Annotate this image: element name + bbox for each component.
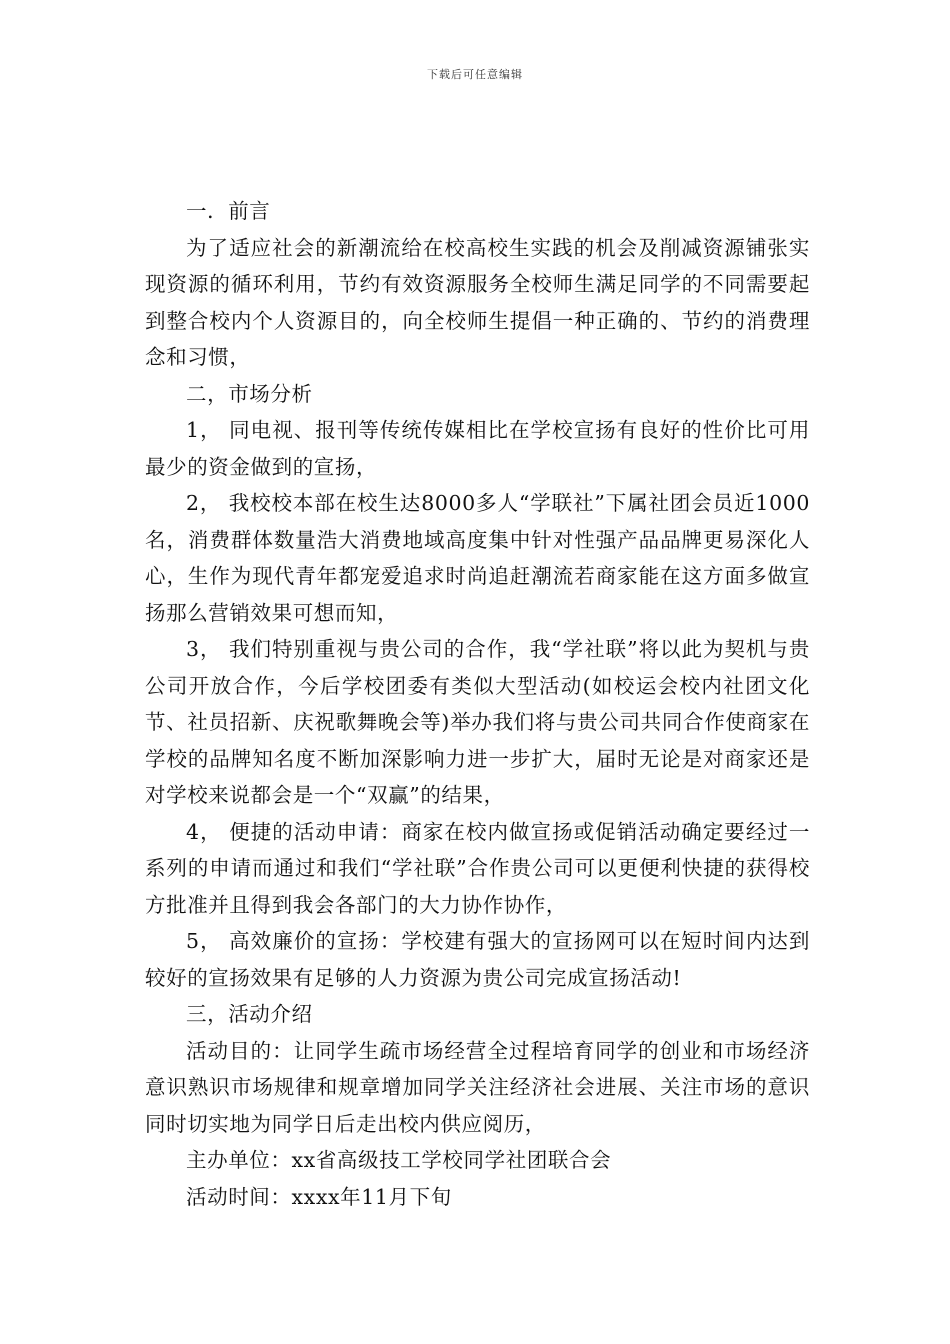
- section-heading-activity-intro: 三，活动介绍: [186, 1002, 313, 1026]
- paragraph-market-point-3: 3， 我们特别重视与贵公司的合作，我“学社联”将以此为契机与贵公司开放合作，今后学校团委有类似大型活动(如校运会校内社团文化节、社员招新、庆祝歌舞晚会等)举办我们将与贵公司共同合作使商家在学校的品牌知名度不断加深影响力进一步扩大，届时无论是对商家还是对学校来说都会是一个“双赢”的结果，: [145, 637, 810, 807]
- section-heading-market-analysis: 二，市场分析: [186, 381, 313, 406]
- page-header: 下载后可任意编辑: [427, 68, 523, 81]
- paragraph-market-point-2: 2， 我校校本部在校生达8000多人“学联社”下属社团会员近1000名，消费群体数量浩大消费地域高度集中针对性强产品品牌更易深化人心，生作为现代青年都宠爱追求时尚追赶潮流若商家能在这方面多做宣扬那么营销效果可想而知，: [145, 491, 810, 625]
- paragraph-market-point-5: 5， 高效廉价的宣扬：学校建有强大的宣扬网可以在短时间内达到较好的宣扬效果有足够的人力资源为贵公司完成宣扬活动!: [145, 929, 810, 990]
- section-heading-preface: 一．前言: [186, 199, 271, 223]
- paragraph-activity-purpose: 活动目的：让同学生疏市场经营全过程培育同学的创业和市场经济意识熟识市场规律和规章增加同学关注经济社会进展、关注市场的意识同时切实地为同学日后走出校内供应阅历，: [145, 1038, 810, 1136]
- paragraph-activity-time: 活动时间：xxxx年11月下旬: [186, 1184, 452, 1209]
- document-body: [145, 193, 810, 1215]
- paragraph-market-point-4: 4， 便捷的活动申请：商家在校内做宣扬或促销活动确定要经过一系列的申请而通过和我们“学社联”合作贵公司可以更便利快捷的获得校方批准并且得到我会各部门的大力协作协作，: [145, 819, 810, 917]
- paragraph-market-point-1: 1， 同电视、报刊等传统传媒相比在学校宣扬有良好的性价比可用最少的资金做到的宣扬，: [145, 418, 810, 479]
- paragraph-organizer: 主办单位：xx省高级技工学校同学社团联合会: [186, 1148, 612, 1172]
- paragraph-preface-body: 为了适应社会的新潮流给在校高校生实践的机会及削减资源铺张实现资源的循环利用，节约有效资源服务全校师生满足同学的不同需要起到整合校内个人资源目的，向全校师生提倡一种正确的、节约的消费理念和习惯，: [145, 235, 810, 369]
